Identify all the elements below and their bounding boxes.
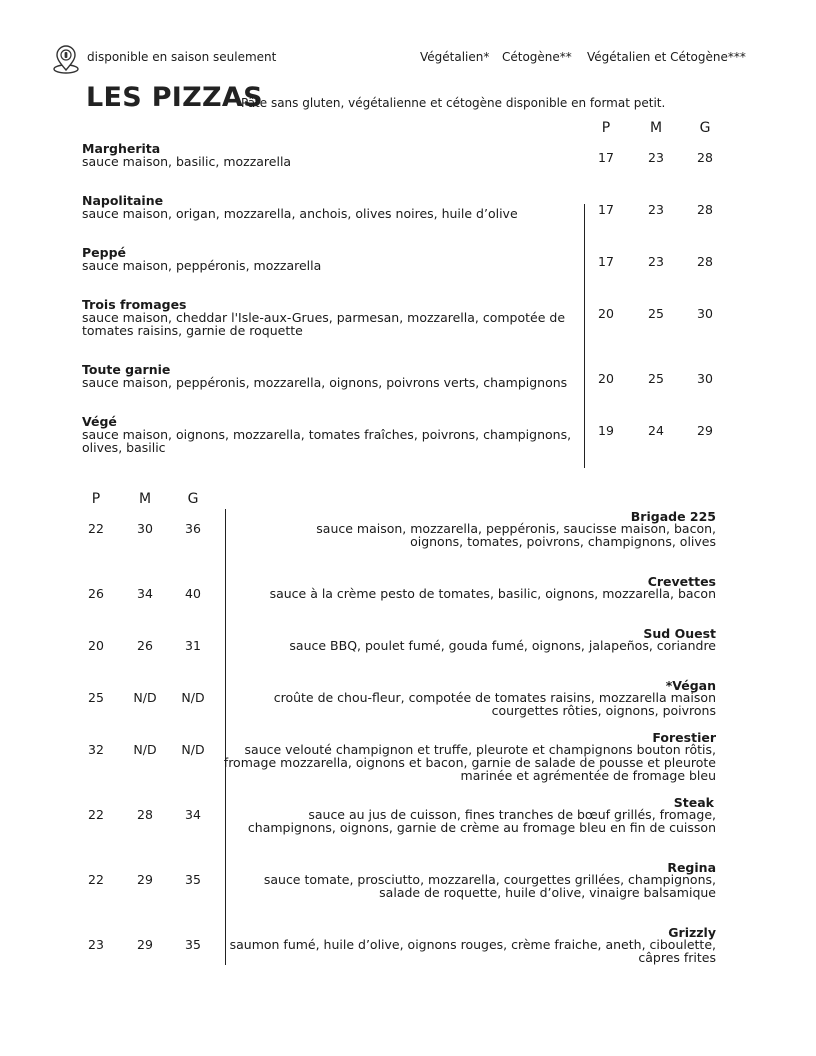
pizza-desc: olives, basilic xyxy=(82,440,166,455)
legend-vegan: Végétalien* xyxy=(420,50,490,64)
price-m: 28 xyxy=(137,807,153,822)
price-g: N/D xyxy=(181,690,205,705)
price-g: 28 xyxy=(697,254,713,269)
price-p: 22 xyxy=(88,872,104,887)
pizza-name: Margherita xyxy=(82,141,161,156)
legend-icon xyxy=(52,45,80,75)
pizza-name: Regina xyxy=(667,860,716,875)
section-subtitle: Pâte sans gluten, végétalienne et cétogène disponible en format petit. xyxy=(241,96,666,110)
pizza-desc: courgettes rôties, oignons, poivrons xyxy=(491,703,716,718)
price-m: 23 xyxy=(648,254,664,269)
pizza-name: Brigade 225 xyxy=(630,509,716,524)
location-pin-icon xyxy=(52,45,80,75)
price-m: 23 xyxy=(648,150,664,165)
price-g: 29 xyxy=(697,423,713,438)
price-g: 28 xyxy=(697,202,713,217)
pizza-name: Napolitaine xyxy=(82,193,164,208)
legend-keto: Cétogène** xyxy=(502,50,572,64)
pizza-desc: oignons, tomates, poivrons, champignons, olives xyxy=(410,534,716,549)
section-title: LES PIZZAS xyxy=(86,82,263,113)
pizza-desc: sauce maison, peppéronis, mozzarella xyxy=(82,258,322,273)
pizza-desc: croûte de chou-fleur, compotée de tomates raisins, mozzarella maison xyxy=(273,690,716,705)
pizza-name: Grizzly xyxy=(668,925,716,940)
pizza-name: Toute garnie xyxy=(82,362,171,377)
pizza-desc: sauce à la crème pesto de tomates, basilic, oignons, mozzarella, bacon xyxy=(269,586,716,601)
price-p: 17 xyxy=(598,150,614,165)
pizza-desc: sauce maison, oignons, mozzarella, tomates fraîches, poivrons, champignons, xyxy=(82,427,572,442)
pizza-desc: champignons, oignons, garnie de crème au fromage bleu en fin de cuisson xyxy=(247,820,716,835)
pizza-desc: marinée et agrémentée de fromage bleu xyxy=(460,768,716,783)
price-p: 17 xyxy=(598,254,614,269)
price-m: N/D xyxy=(133,690,157,705)
price-p: 20 xyxy=(88,638,104,653)
size-header-g: G xyxy=(699,120,711,136)
pizza-desc: saumon fumé, huile d’olive, oignons rouges, crème fraiche, aneth, ciboulette, xyxy=(229,937,716,952)
legend-vegan-keto: Végétalien et Cétogène*** xyxy=(587,50,746,64)
size-header-p: P xyxy=(601,120,611,136)
price-g: 36 xyxy=(185,521,201,536)
pizza-desc: sauce velouté champignon et truffe, pleurote et champignons bouton rôtis, xyxy=(244,742,716,757)
pizza-desc: tomates raisins, garnie de roquette xyxy=(82,323,303,338)
pizza-desc: sauce au jus de cuisson, fines tranches de bœuf grillés, fromage, xyxy=(308,807,716,822)
price-g: 30 xyxy=(697,306,713,321)
pizza-desc: câpres frites xyxy=(638,950,716,965)
pizza-name: Trois fromages xyxy=(82,297,187,312)
price-m: 29 xyxy=(137,872,153,887)
price-g: 40 xyxy=(185,586,201,601)
pizza-desc: sauce maison, cheddar l'Isle-aux-Grues, parmesan, mozzarella, compotée de xyxy=(82,310,566,325)
pizza-name: Steak xyxy=(673,795,714,810)
pizza-name: Crevettes xyxy=(647,574,716,589)
price-g: 35 xyxy=(185,937,201,952)
pizza-name: Forestier xyxy=(652,730,716,745)
size-header-m: M xyxy=(649,120,663,136)
price-g: 28 xyxy=(697,150,713,165)
price-p: 26 xyxy=(88,586,104,601)
price-m: 24 xyxy=(648,423,664,438)
pizza-desc: sauce maison, mozzarella, peppéronis, saucisse maison, bacon, xyxy=(316,521,716,536)
price-p: 20 xyxy=(598,371,614,386)
price-g: 34 xyxy=(185,807,201,822)
pizza-name: *Végan xyxy=(665,678,716,693)
price-p: 25 xyxy=(88,690,104,705)
price-m: 23 xyxy=(648,202,664,217)
pizza-name: Peppé xyxy=(82,245,127,260)
size-header-m: M xyxy=(138,491,152,507)
pizza-name: Sud Ouest xyxy=(643,626,716,641)
price-m: 30 xyxy=(137,521,153,536)
pizza-desc: sauce maison, peppéronis, mozzarella, oignons, poivrons verts, champignons xyxy=(82,375,568,390)
price-p: 22 xyxy=(88,521,104,536)
price-g: 35 xyxy=(185,872,201,887)
price-g: 30 xyxy=(697,371,713,386)
price-p: 32 xyxy=(88,742,104,757)
price-p: 22 xyxy=(88,807,104,822)
price-m: 29 xyxy=(137,937,153,952)
right-divider xyxy=(225,509,226,965)
price-m: 25 xyxy=(648,306,664,321)
price-p: 20 xyxy=(598,306,614,321)
pizza-desc: sauce tomate, prosciutto, mozzarella, courgettes grillées, champignons, xyxy=(263,872,716,887)
pizza-desc: sauce maison, origan, mozzarella, anchois, olives noires, huile d’olive xyxy=(82,206,518,221)
pizza-desc: sauce BBQ, poulet fumé, gouda fumé, oignons, jalapeños, coriandre xyxy=(289,638,716,653)
price-m: 34 xyxy=(137,586,153,601)
price-p: 23 xyxy=(88,937,104,952)
price-p: 19 xyxy=(598,423,614,438)
price-g: N/D xyxy=(181,742,205,757)
pizza-desc: fromage mozzarella, oignons et bacon, garnie de salade de pousse et pleurote xyxy=(223,755,716,770)
pizza-desc: salade de roquette, huile d’olive, vinaigre balsamique xyxy=(379,885,716,900)
size-header-g: G xyxy=(187,491,199,507)
price-m: 25 xyxy=(648,371,664,386)
price-p: 17 xyxy=(598,202,614,217)
price-g: 31 xyxy=(185,638,201,653)
price-m: 26 xyxy=(137,638,153,653)
price-m: N/D xyxy=(133,742,157,757)
legend-seasonal: disponible en saison seulement xyxy=(87,50,277,64)
pizza-name: Végé xyxy=(82,414,117,429)
size-header-p: P xyxy=(91,491,101,507)
pizza-desc: sauce maison, basilic, mozzarella xyxy=(82,154,292,169)
